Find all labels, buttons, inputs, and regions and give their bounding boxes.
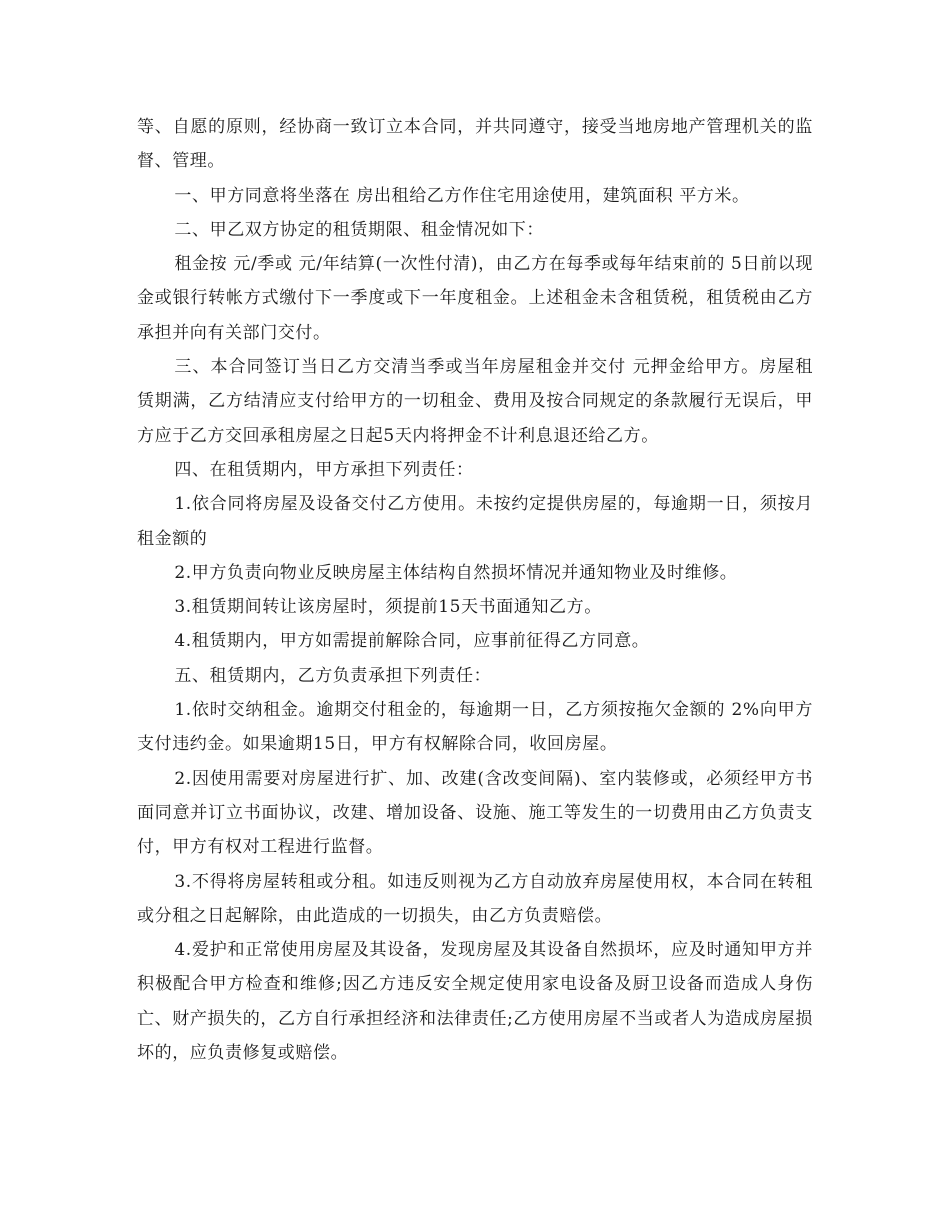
paragraph-clause-2: 二、甲乙双方协定的租赁期限、租金情况如下： — [174, 219, 544, 240]
paragraph-rent-terms: 租金按 元/季或 元/年结算(一次性付清)，由乙方在每季或每年结束前的 5日前以现金或银行转帐方式缴付下一季度或下一年度租金。上述租金未含租赁税，租赁税由乙方承担并向有关部门交付。 — [137, 254, 813, 343]
paragraph-clause-4: 四、在租赁期内，甲方承担下列责任： — [174, 459, 474, 480]
paragraph-clause-3: 三、本合同签订当日乙方交清当季或当年房屋租金并交付 元押金给甲方。房屋租赁期满，乙方结清应支付给甲方的一切租金、费用及按合同规定的条款履行无误后，甲方应于乙方交回承租房屋之日起5天内将押金不计利息退还给乙方。 — [137, 357, 813, 446]
paragraph-continuation: 等、自愿的原则，经协商一致订立本合同，并共同遵守，接受当地房地产管理机关的监督、管理。 — [137, 117, 813, 172]
paragraph-clause-5-item-1: 1.依时交纳租金。逾期交付租金的，每逾期一日，乙方须按拖欠金额的 2%向甲方支付违约金。如果逾期15日，甲方有权解除合同，收回房屋。 — [137, 700, 813, 755]
paragraph-clause-5-item-3: 3.不得将房屋转租或分租。如违反则视为乙方自动放弃房屋使用权，本合同在转租或分租之日起解除，由此造成的一切损失，由乙方负责赔偿。 — [137, 871, 813, 926]
paragraph-clause-4-item-4: 4.租赁期内，甲方如需提前解除合同，应事前征得乙方同意。 — [174, 631, 650, 652]
paragraph-clause-4-item-1: 1.依合同将房屋及设备交付乙方使用。未按约定提供房屋的，每逾期一日，须按月租金额的 — [137, 494, 813, 549]
document-body — [137, 110, 813, 1070]
paragraph-clause-4-item-3: 3.租赁期间转让该房屋时，须提前15天书面通知乙方。 — [174, 597, 602, 618]
paragraph-clause-5-item-4: 4.爱护和正常使用房屋及其设备，发现房屋及其设备自然损坏，应及时通知甲方并积极配合甲方检查和维修;因乙方违反安全规定使用家电设备及厨卫设备而造成人身伤亡、财产损失的，乙方自行承担经济和法律责任;乙方使用房屋不当或者人为造成房屋损坏的，应负责修复或赔偿。 — [137, 940, 813, 1064]
paragraph-clause-1: 一、甲方同意将坐落在 房出租给乙方作住宅用途使用，建筑面积 平方米。 — [174, 185, 750, 206]
paragraph-clause-5-item-2: 2.因使用需要对房屋进行扩、加、改建(含改变间隔)、室内装修或，必须经甲方书面同意并订立书面协议，改建、增加设备、设施、施工等发生的一切费用由乙方负责支付，甲方有权对工程进行监督。 — [137, 768, 813, 858]
paragraph-clause-5: 五、租赁期内，乙方负责承担下列责任： — [174, 665, 492, 686]
paragraph-clause-4-item-2: 2.甲方负责向物业反映房屋主体结构自然损坏情况并通知物业及时维修。 — [174, 562, 738, 583]
